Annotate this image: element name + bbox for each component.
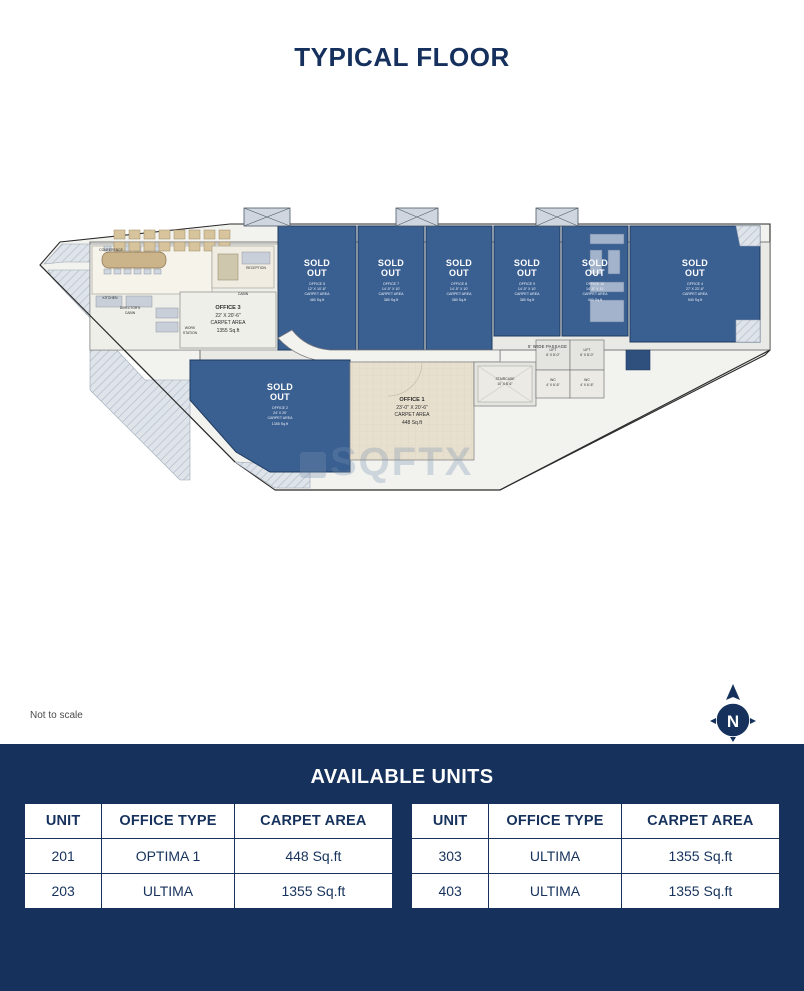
column-header-carpet-area: CARPET AREA [234, 804, 392, 839]
cell-unit: 203 [25, 874, 102, 909]
cell-carpet-area: 1355 Sq.ft [234, 874, 392, 909]
label-lift-2: LIFT 6' X 8'-0" [580, 348, 594, 357]
label-conference: CONFERENCE [99, 248, 123, 252]
label-passage: 5' WIDE PASSAGE [528, 344, 568, 349]
cell-carpet-area: 1355 Sq.ft [621, 874, 779, 909]
sold-unit-label: SOLD OUT OFFICE 5 12' X 10'-8" CARPET AREA 460 Sq.ft [281, 258, 353, 303]
column-header-carpet-area: CARPET AREA [621, 804, 779, 839]
sold-unit-detail: OFFICE 9 14'-5" X 10' CARPET AREA 380 Sq.ft [514, 281, 540, 302]
sold-unit-label: SOLD OUT OFFICE 10 14'-5" X 11' CARPET AREA 400 Sq.ft [564, 258, 626, 303]
compass-north-icon [704, 680, 762, 742]
table-header-row [412, 804, 780, 839]
label-reception: RECEPTION [246, 266, 266, 270]
table-row [25, 839, 393, 874]
page-title: TYPICAL FLOOR [294, 42, 510, 72]
sold-unit-detail: OFFICE 10 14'-5" X 11' CARPET AREA 400 Sq.ft [582, 281, 608, 302]
label-directors-cabin: DIRECTOR'S CABIN [119, 306, 141, 315]
label-wc-2: WC 4' X 6'-6" [580, 378, 594, 387]
floor-plan-graphic [30, 200, 774, 530]
sold-unit-detail: OFFICE 5 12' X 10'-8" CARPET AREA 460 Sq.ft [304, 281, 330, 302]
sold-unit-detail: OFFICE 7 14'-5" X 10' CARPET AREA 380 Sq.ft [378, 281, 404, 302]
label-staircase: STAIRCASE 10' X 8'-6" [495, 377, 515, 386]
room-label-office-1: OFFICE 1 23'-0" X 20'-6" CARPET AREA 448 Sq.ft [394, 397, 430, 426]
cell-carpet-area: 448 Sq.ft [234, 839, 392, 874]
units-tables [24, 803, 780, 909]
room-label-office-3: OFFICE 3 22' X 20'-6" CARPET AREA 1355 Sq.ft [210, 305, 246, 334]
column-header-office-type: OFFICE TYPE [489, 804, 621, 839]
sold-unit-detail: OFFICE 4 27' X 22'-6" CARPET AREA 940 Sq.ft [682, 281, 708, 302]
sold-unit-label: SOLD OUT OFFICE 4 27' X 22'-6" CARPET AREA 940 Sq.ft [652, 258, 738, 303]
label-workstation: WORK STATION [182, 326, 198, 335]
sold-unit-label: SOLD OUT OFFICE 7 14'-5" X 10' CARPET AREA 380 Sq.ft [360, 258, 422, 303]
not-to-scale-note: Not to scale [30, 710, 83, 721]
sold-unit-label: SOLD OUT OFFICE 8 14'-5" X 10' CARPET AREA 380 Sq.ft [428, 258, 490, 303]
floor-plan-svg [30, 200, 774, 530]
column-header-unit: UNIT [25, 804, 102, 839]
available-units-title: AVAILABLE UNITS [310, 766, 494, 788]
svg-text:N: N [726, 712, 740, 731]
column-header-unit: UNIT [412, 804, 489, 839]
sold-unit-label: SOLD OUT OFFICE 2 24' X 20' CARPET AREA 1355 Sq.ft [235, 382, 325, 427]
cell-unit: 303 [412, 839, 489, 874]
table-row [25, 874, 393, 909]
label-kitchen: KITCHEN [102, 296, 118, 300]
table-row [412, 839, 780, 874]
label-wc-1: WC 4' X 6'-6" [546, 378, 560, 387]
label-cabin: CABIN [237, 292, 249, 296]
units-table-left [24, 803, 393, 909]
column-header-office-type: OFFICE TYPE [102, 804, 234, 839]
cell-unit: 403 [412, 874, 489, 909]
table-header-row [25, 804, 393, 839]
cell-unit: 201 [25, 839, 102, 874]
table-row [412, 874, 780, 909]
cell-office-type: OPTIMA 1 [102, 839, 234, 874]
units-table-right [411, 803, 780, 909]
cell-office-type: ULTIMA [102, 874, 234, 909]
sold-unit-detail: OFFICE 8 14'-5" X 10' CARPET AREA 380 Sq.ft [446, 281, 472, 302]
cell-office-type: ULTIMA [489, 874, 621, 909]
sold-unit-detail: OFFICE 2 24' X 20' CARPET AREA 1355 Sq.ft [267, 405, 293, 426]
watermark: SQFTX [300, 440, 473, 485]
label-lift-1: LIFT 6' X 8'-0" [546, 348, 560, 357]
cell-office-type: ULTIMA [489, 839, 621, 874]
sold-unit-label: SOLD OUT OFFICE 9 14'-5" X 10' CARPET AREA 380 Sq.ft [496, 258, 558, 303]
available-units-panel [0, 744, 804, 991]
cell-carpet-area: 1355 Sq.ft [621, 839, 779, 874]
